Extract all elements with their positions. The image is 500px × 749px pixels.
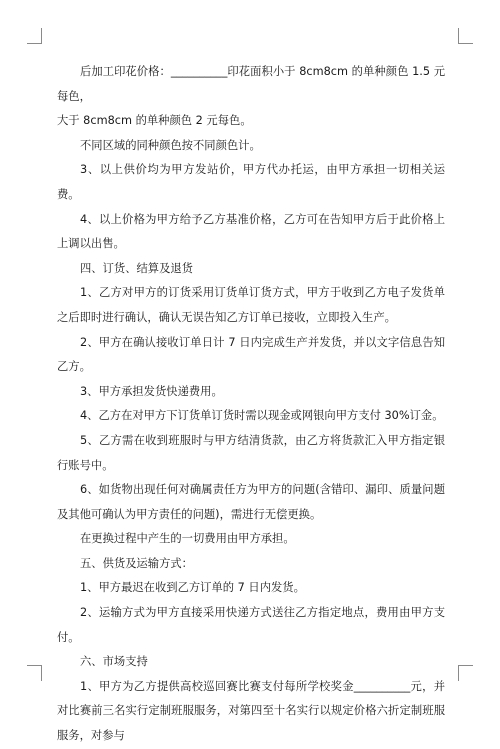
section-heading: 五、供货及运输方式： xyxy=(80,556,193,570)
crop-mark-bottom-right-horizontal xyxy=(458,665,473,666)
document-body xyxy=(57,60,445,749)
paragraph: 1、甲方最迟在收到乙方订单的 7 日内发货。 xyxy=(80,581,305,595)
paragraph: 3、甲方承担发货快递费用。 xyxy=(80,384,223,398)
paragraph: 2、运输方式为甲方直接采用快递方式送往乙方指定地点，费用由甲方支付。 xyxy=(57,606,445,644)
paragraph: 4、乙方在对甲方下订货单订货时需以现金或网银向甲方支付 30%订金。 xyxy=(80,409,444,423)
paragraph: 3、以上供价均为甲方发站价，甲方代办托运，由甲方承担一切相关运费。 xyxy=(57,163,445,201)
crop-mark-top-left-vertical xyxy=(41,28,42,44)
paragraph: 2、甲方在确认接收订单日计 7 日内完成生产并发货，并以文字信息告知乙方。 xyxy=(57,335,445,374)
paragraph: 6、如货物出现任何对确属责任方为甲方的问题(含错印、漏印、质量问题及其他可确认为甲方责任的问题)，需进行无偿更换。 xyxy=(57,483,445,521)
section-heading: 四、订货、结算及退货 xyxy=(80,261,193,275)
crop-mark-bottom-left-horizontal xyxy=(27,665,42,666)
crop-mark-bottom-right-vertical xyxy=(458,665,459,681)
crop-mark-top-left-horizontal xyxy=(27,43,42,44)
paragraph: 在更换过程中产生的一切费用由甲方承担。 xyxy=(80,532,295,546)
paragraph: 1、乙方对甲方的订货采用订货单订货方式，甲方于收到乙方电子发货单之后即时进行确认，确认无误告知乙方订单已接收，立即投入生产。 xyxy=(57,286,445,324)
paragraph: 不同区域的同种颜色按不同颜色计。 xyxy=(80,138,261,152)
paragraph: 4、以上价格为甲方给予乙方基准价格，乙方可在告知甲方后于此价格上上调以出售。 xyxy=(57,212,445,251)
crop-mark-top-right-vertical xyxy=(458,28,459,44)
paragraph: 大于 8cm8cm 的单种颜色 2 元每色。 xyxy=(57,114,252,128)
section-heading: 六、市场支持 xyxy=(80,655,148,669)
crop-mark-top-right-horizontal xyxy=(458,43,473,44)
paragraph: 5、乙方需在收到班服时与甲方结清货款，由乙方将货款汇入甲方指定银行账号中。 xyxy=(57,433,445,472)
crop-mark-bottom-left-vertical xyxy=(41,665,42,681)
paragraph: 1、甲方为乙方提供高校巡回赛比赛支付每所学校奖金__________元，并对比赛前三名实行定制班服服务，对第四至十名实行以规定价格六折定制班服服务，对参与 xyxy=(57,679,445,743)
paragraph: 后加工印花价格：__________印花面积小于 8cm8cm 的单种颜色 1.5 元每色， xyxy=(57,65,445,103)
